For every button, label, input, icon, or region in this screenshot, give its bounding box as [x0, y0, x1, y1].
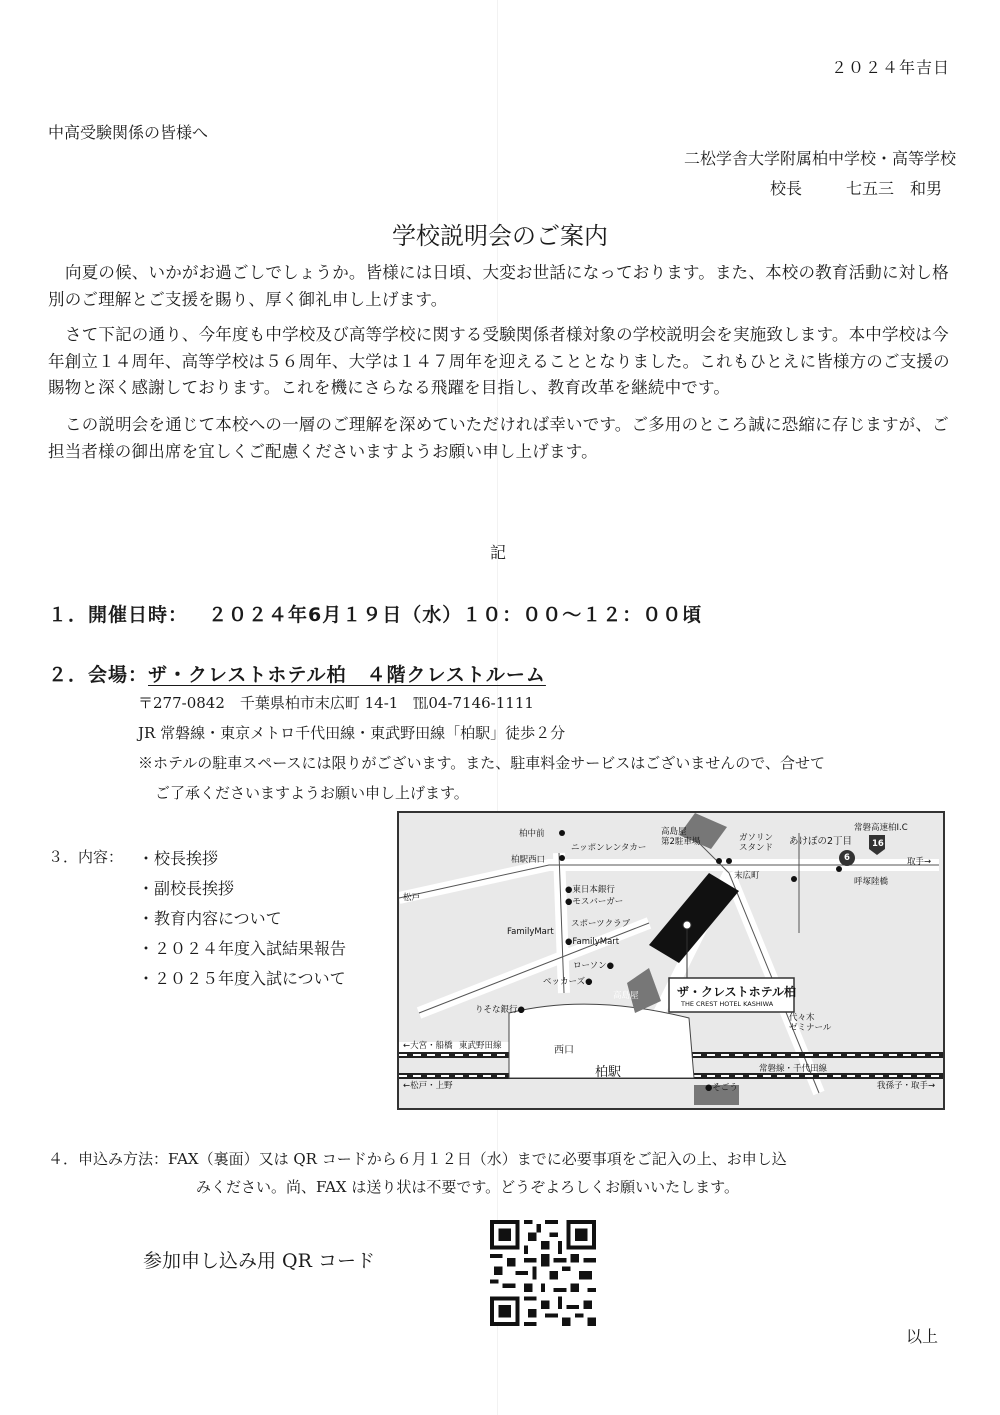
map-label-kashiwa-station: 柏駅 [595, 1065, 622, 1080]
map-label-takashimaya: 高島屋 [613, 991, 639, 1001]
map-label-west-exit: 西口 [554, 1045, 574, 1056]
map-label-akebono: あけぼの2丁目 [789, 836, 853, 847]
content-item: ・２０２５年度入試について [138, 969, 346, 988]
map-label-beckers: ベッカーズ● [543, 977, 593, 987]
map-label-takashimaya-parking: 高島屋 [661, 827, 687, 837]
content-item: ・２０２４年度入試結果報告 [138, 939, 347, 958]
application-method-line-2: みください。尚、FAX は送り状は不要です。どうぞよろしくお願いいたします。 [196, 1178, 739, 1196]
parking-note-1: ※ホテルの駐車スペースには限りがございます。また、駐車料金サービスはございませんので、合せて [138, 754, 826, 772]
map-label-hotel-name: ザ・クレストホテル柏 [677, 985, 797, 999]
map-label-tobu-noda-line: 東武野田線 [459, 1041, 502, 1051]
map-label-mos-burger: ●モスバーガー [565, 897, 624, 907]
map-label-familymart-2: ●FamilyMart [565, 937, 620, 947]
content-item: ・校長挨拶 [138, 849, 219, 868]
route-16-icon: 16 [872, 839, 884, 849]
map-label-kashiwanakamae: 柏中前 [519, 829, 545, 839]
page-title: 学校説明会のご案内 [392, 222, 608, 250]
principal-name: 七五三 和男 [846, 179, 943, 198]
map-label-omiya-funabashi: ←大宮・船橋 [403, 1041, 453, 1051]
map-label-toride: 取手→ [907, 857, 932, 867]
map-label-joban-chiyoda-line: 常磐線・千代田線 [759, 1064, 828, 1074]
body-paragraph-2: さて下記の通り、今年度も中学校及び高等学校に関する受験関係者様対象の学校説明会を実施致します。本中学校は今年創立１４周年、高等学校は５６周年、大学は１４７周年を迎えることとなりました。これもひとえに皆様方のご支援の賜物と深く感謝しております。これを機にさらなる飛躍を目指し、教育改革を継続中です。 [48, 325, 950, 397]
ki-mark: 記 [490, 543, 507, 562]
map-label-yobizuka: 呼塚陸橋 [854, 877, 889, 887]
section-2-label: ２．会場： [48, 664, 149, 686]
principal-title: 校長 [770, 179, 803, 198]
map-label-abiko-toride: 我孫子・取手→ [877, 1081, 936, 1091]
route-6-icon: 6 [844, 853, 850, 863]
date: ２０２４年吉日 [830, 58, 950, 77]
map-label-joban-ic: 常磐高速柏I.C [854, 823, 908, 833]
map-label-yoyogi: 代々木 [789, 1013, 815, 1023]
map-graphic [399, 813, 943, 1108]
section-1-datetime: ２０２４年6月１９日（水）１０：００～１２：００頃 [208, 604, 703, 626]
closing: 以上 [906, 1327, 939, 1346]
qr-caption: 参加申し込み用 QR コード [143, 1250, 375, 1272]
body-paragraph-1: 向夏の候、いかがお過ごしでしょうか。皆様には日頃、大変お世話になっております。また、本校の教育活動に対し格別のご理解とご支援を賜り、厚く御礼申し上げます。 [48, 263, 949, 309]
map-label-resona-bank: りそな銀行● [475, 1005, 525, 1015]
content-item: ・副校長挨拶 [138, 879, 235, 898]
map-label-sogo: ●そごう [705, 1083, 738, 1093]
section-3-label: ３．内容： [48, 848, 124, 866]
map-label-kashiwa-west-exit: 柏駅西口 [511, 855, 546, 865]
map-label-sports-club: スポーツクラブ [571, 919, 631, 929]
qr-code-icon[interactable] [490, 1220, 596, 1326]
venue-access: JR 常磐線・東京メトロ千代田線・東武野田線「柏駅」徒歩２分 [138, 724, 566, 742]
content-item: ・教育内容について [138, 909, 282, 928]
venue-name: ザ・クレストホテル柏 ４階クレストルーム [148, 664, 546, 686]
map-label-takashimaya-parking-2: 第2駐車場 [661, 837, 701, 847]
map-label-matsudo-ueno: ←松戸・上野 [403, 1081, 453, 1091]
map-label-lawson: ローソン● [573, 961, 615, 971]
map-label-gasoline: ガソリン [739, 833, 774, 843]
map-label-familymart-1: FamilyMart [507, 927, 554, 937]
map-label-nippon-rentacar: ニッポンレンタカー [571, 843, 647, 853]
recipient: 中高受験関係の皆様へ [48, 123, 209, 142]
map-label-gasoline-2: スタンド [739, 843, 774, 853]
map-label-suehirocho: 末広町 [734, 871, 760, 881]
map-label-higashinihon-bank: ●東日本銀行 [565, 885, 615, 895]
application-method-line-1: ４．申込み方法：FAX（裏面）又は QR コードから６月１２日（水）までに必要事項をご記入の上、お申し込 [48, 1150, 787, 1168]
section-1-label: １．開催日時： [48, 604, 189, 626]
venue-map [397, 811, 945, 1110]
body-paragraph-3: この説明会を通じて本校への一層のご理解を深めていただければ幸いです。ご多用のところ誠に恐縮に存じますが、ご担当者様の御出席を宜しくご配慮くださいますようお願い申し上げます。 [48, 415, 949, 461]
school-name: 二松学舎大学附属柏中学校・高等学校 [683, 149, 956, 168]
map-label-hotel-name-en: THE CREST HOTEL KASHIWA [681, 1000, 774, 1008]
map-label-matsudo: 松戸 [403, 893, 421, 903]
venue-address: 〒277‐0842 千葉県柏市末広町 14‐1 ℡04‐7146‐1111 [138, 694, 534, 712]
parking-note-2: ご了承くださいますようお願い申し上げます。 [155, 784, 469, 802]
map-label-yoyogi-2: ゼミナール [789, 1023, 832, 1033]
